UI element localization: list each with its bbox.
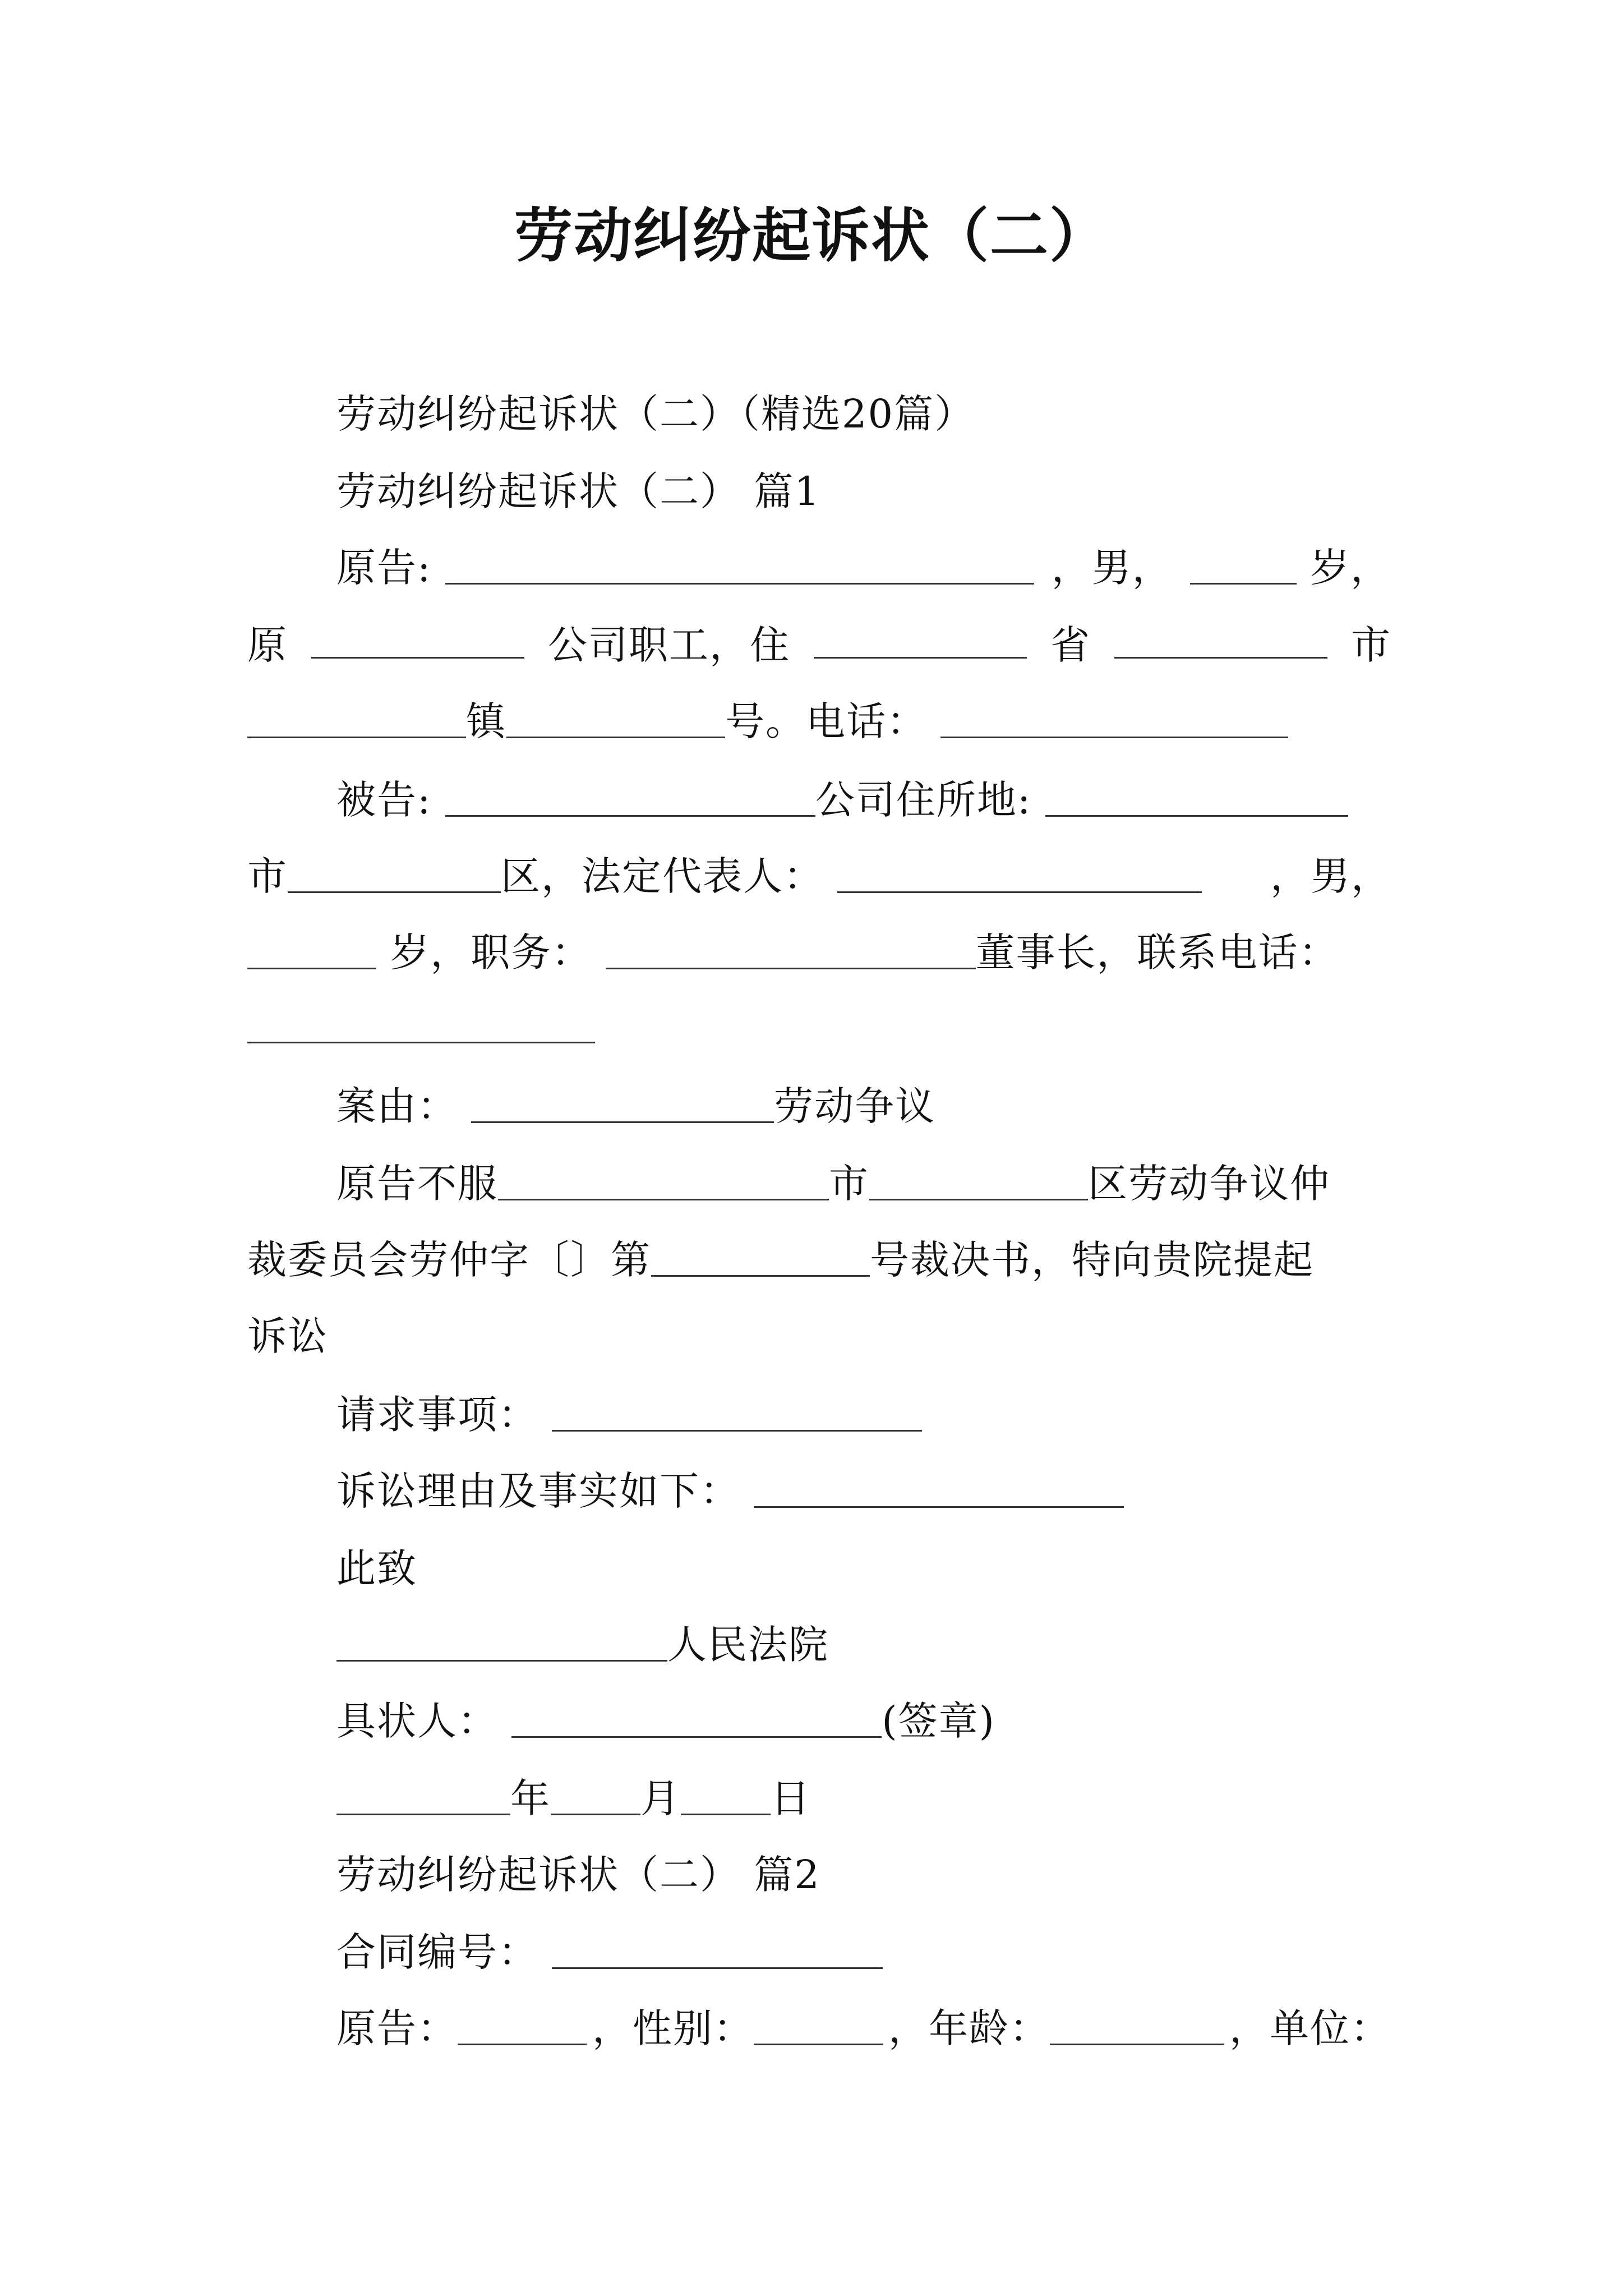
age-position-label: 岁，职务： [390, 930, 592, 976]
arbitration-committee-label: 裁委员会劳仲字〔〕第 [247, 1237, 651, 1283]
signer-line [336, 1693, 995, 1749]
town-blank [247, 702, 466, 738]
city2-blank [288, 857, 501, 893]
province-blank [814, 622, 1027, 659]
company-address-blank [1045, 780, 1348, 817]
day-label: 日 [771, 1775, 811, 1821]
claims-blank [552, 1395, 922, 1432]
seal-label: (签章) [882, 1698, 995, 1744]
number-blank [506, 702, 725, 738]
arbitration-line [247, 1232, 1314, 1288]
plaintiff-gender: ，男， [1051, 545, 1173, 591]
court-label: 人民法院 [667, 1622, 829, 1668]
city2-label: 市 [247, 853, 288, 899]
reasons-blank [754, 1471, 1124, 1508]
town-label: 镇 [466, 698, 506, 744]
plaintiff-label: 原告: [336, 545, 432, 591]
ruling-label: 号裁决书，特向贵院提起 [870, 1237, 1314, 1283]
litigation-line: 诉讼 [247, 1313, 328, 1359]
plaintiff-name-blank [445, 548, 1034, 585]
contact-phone-blank [247, 1007, 595, 1043]
plaintiff-line [336, 540, 1391, 596]
cause-blank [471, 1087, 774, 1123]
court-line [336, 1617, 829, 1673]
city-blank [1114, 622, 1327, 659]
company-address-label: 公司住所地: [815, 777, 1032, 823]
defendant-label: 被告: [336, 777, 432, 823]
representative-blank [837, 857, 1202, 893]
dissatisfied-label: 原告不服 [336, 1161, 498, 1207]
month-blank [551, 1779, 640, 1815]
gender-label: ，性别： [592, 2005, 754, 2051]
regards-line: 此致 [336, 1545, 417, 1591]
district-arbitration-label: 区劳动争议仲 [1088, 1161, 1330, 1207]
position-line [247, 924, 1391, 981]
plaintiff-age-label: 岁， [1310, 545, 1391, 591]
chairman-phone-label: 董事长，联系电话： [975, 930, 1339, 976]
court-blank [336, 1625, 667, 1662]
province-label: 省 [1050, 622, 1091, 668]
rep-age-blank [247, 933, 376, 969]
original-label: 原 [247, 622, 288, 668]
town-phone-line [247, 693, 1288, 749]
labor-dispute-label: 劳动争议 [774, 1083, 936, 1129]
district-rep-label: 区，法定代表人： [501, 853, 824, 899]
contract-blank [552, 1932, 883, 1969]
defendant-name-blank [445, 780, 815, 817]
contract-line [336, 1924, 883, 1980]
cause-label: 案由： [336, 1083, 458, 1129]
year-blank [336, 1779, 510, 1815]
section2-plaintiff-blank [458, 2009, 587, 2045]
month-label: 月 [640, 1775, 681, 1821]
position-blank [606, 933, 976, 969]
gender-blank [754, 2009, 883, 2045]
city3-label: 市 [829, 1161, 869, 1207]
claims-label: 请求事项： [336, 1392, 538, 1438]
age-label: ，年龄： [888, 2005, 1050, 2051]
contact-phone-line [247, 999, 595, 1055]
day-blank [681, 1779, 771, 1815]
document-subtitle: 劳动纠纷起诉状（二）（精选20篇） [336, 391, 975, 437]
contract-label: 合同编号： [336, 1929, 538, 1975]
number-phone-label: 号。电话： [725, 698, 927, 744]
claims-line [336, 1387, 922, 1443]
cause-line [336, 1078, 935, 1134]
reasons-label: 诉讼理由及事实如下： [336, 1468, 740, 1514]
company-blank [311, 622, 524, 659]
section2-heading: 劳动纠纷起诉状（二） 篇2 [336, 1852, 820, 1898]
signer-blank [511, 1701, 882, 1738]
representative-gender: ，男， [1270, 853, 1391, 899]
dissatisfied-line [336, 1156, 1330, 1212]
date-line [336, 1770, 811, 1826]
phone-blank [940, 702, 1288, 738]
plaintiff-age-blank [1190, 548, 1297, 585]
arbitration-city-blank [498, 1164, 829, 1200]
reasons-line [336, 1463, 1124, 1519]
signer-label: 具状人： [336, 1698, 498, 1744]
section2-plaintiff-label: 原告： [336, 2005, 458, 2051]
section1-heading: 劳动纠纷起诉状（二） 篇1 [336, 468, 820, 514]
plaintiff-address-line [247, 617, 1391, 673]
defendant-line [336, 772, 1348, 828]
section2-plaintiff-line [336, 2000, 1391, 2056]
unit-label: ，单位： [1229, 2005, 1391, 2051]
age-blank [1050, 2009, 1224, 2045]
arbitration-district-blank [869, 1164, 1088, 1200]
city-label: 市 [1351, 622, 1391, 668]
representative-line [247, 848, 1391, 904]
document-title: 劳动纠纷起诉状（二） [514, 201, 1109, 270]
year-label: 年 [510, 1775, 551, 1821]
ruling-number-blank [651, 1240, 870, 1277]
company-staff-label: 公司职工，住 [548, 622, 790, 668]
